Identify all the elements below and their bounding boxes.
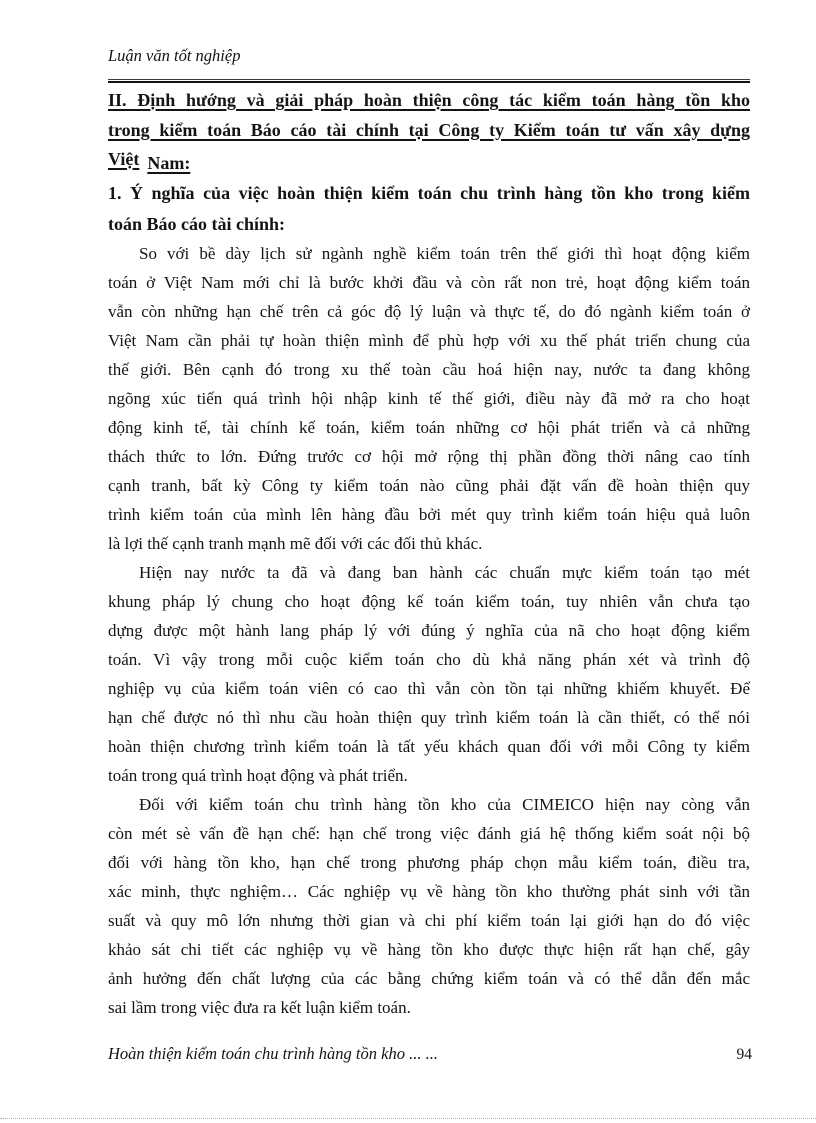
page-header — [108, 46, 750, 66]
section-heading-last-line — [108, 145, 750, 178]
text-line: cạnh tranh, bất kỳ Công ty kiểm toán nào cũng phải đặt vấn đề hoàn thiện quy — [108, 476, 750, 495]
text-line: toán trong quá trình hoạt động và phát triển. — [108, 766, 408, 785]
text-line: Đối với kiểm toán chu trình hàng tồn kho của CIMEICO hiện nay còng vẫn — [139, 795, 750, 814]
section-heading — [108, 86, 750, 145]
text-line: thế giới. Bên cạnh đó trong xu thế toàn cầu hoá hiện nay, nước ta đang không — [108, 360, 750, 379]
paragraph-2 — [108, 558, 750, 790]
text-line: là lợi thế cạnh tranh mạnh mẽ đối với các đối thủ khác. — [108, 534, 483, 553]
text-line: suất và quy mô lớn nhưng thời gian và chi phí kiểm toán lại giới hạn do đó việc — [108, 911, 750, 930]
header-rule — [108, 79, 750, 83]
text-line: ngõng xúc tiến quá trình hội nhập kinh tế thế giới, điều này đã mở ra cho hoạt — [108, 389, 750, 408]
text-line: ảnh hưởng đến chất lượng của các bằng chứng kiểm toán và có thể dẫn đến mắc — [108, 969, 750, 988]
text-line: II. Định hướng và giải pháp hoàn thiện công tác kiểm toán hàng tồn kho — [108, 90, 750, 110]
text-line: động kinh tế, tài chính kế toán, kiểm toán những cơ hội phát triển và cả những — [108, 418, 750, 437]
section-heading-word-1: Việt — [108, 149, 140, 169]
text-line: trình kiểm toán của mình lên hàng đầu bởi mét quy trình kiểm toán hiệu quả luôn — [108, 505, 750, 524]
section-heading-word-2: Nam: — [147, 153, 191, 173]
text-line: xác minh, thực nghiệm… Các nghiệp vụ về hàng tồn kho thường phát sinh với tần — [108, 882, 750, 901]
text-line: trong kiểm toán Báo cáo tài chính tại Công ty Kiểm toán tư vấn xây dựng — [108, 119, 750, 140]
paragraph-1 — [108, 239, 750, 558]
text-line: toán ở Việt Nam mới chỉ là bước khởi đầu và còn rất non trẻ, hoạt động kiểm toán — [108, 273, 750, 292]
text-line: 1. Ý nghĩa của việc hoàn thiện kiểm toán chu trình hàng tồn kho trong kiểm — [108, 183, 750, 203]
text-line: thách thức to lớn. Đứng trước cơ hội mở rộng thị phần đồng thời nâng cao tính — [108, 447, 750, 466]
text-line: khung pháp lý chung cho hoạt động kế toán kiểm toán, tuy nhiên vẫn chưa tạo — [108, 592, 750, 611]
page-number: 94 — [736, 1046, 752, 1063]
page-bottom-edge — [0, 1118, 816, 1119]
text-line: sai lầm trong việc đưa ra kết luận kiểm toán. — [108, 998, 411, 1017]
text-line: hạn chế được nó thì nhu cầu hoàn thiện quy trình kiểm toán là cần thiết, có thể nói — [108, 708, 750, 727]
text-line: còn mét sè vấn đề hạn chế: hạn chế trong việc đánh giá hệ thống kiểm soát nội bộ — [108, 824, 750, 843]
subsection-heading — [108, 178, 750, 239]
header-title: Luận văn tốt nghiệp — [108, 46, 241, 65]
text-line: Việt Nam cần phải tự hoàn thiện mình để phù hợp với xu thế phát triển chung của — [108, 331, 750, 350]
text-line: toán Báo cáo tài chính: — [108, 213, 286, 234]
text-line: nghiệp vụ của kiểm toán viên có cao thì vẫn còn tồn tại những khiếm khuyết. Để — [108, 679, 750, 698]
text-line: đối với hàng tồn kho, hạn chế trong phương pháp chọn mẫu kiểm toán, điều tra, — [108, 853, 750, 872]
text-line: vẫn còn những hạn chế trên cả góc độ lý luận và thực tế, do đó ngành kiểm toán ở — [108, 302, 750, 321]
text-line: Hiện nay nước ta đã và đang ban hành các chuẩn mực kiểm toán tạo mét — [139, 563, 750, 582]
page-footer — [108, 1044, 752, 1064]
text-line: So với bề dày lịch sử ngành nghề kiểm toán trên thế giới thì hoạt động kiểm — [139, 244, 750, 263]
text-line: khảo sát chi tiết các nghiệp vụ về hàng tồn kho được thực hiện rất hạn chế, gây — [108, 940, 750, 959]
text-line: hoàn thiện chương trình kiểm toán là tất yếu khách quan đối với mỗi Công ty kiểm — [108, 737, 750, 756]
text-line: toán. Vì vậy trong mỗi cuộc kiểm toán cho dù khả năng phán xét và trình độ — [108, 650, 750, 669]
paragraph-3 — [108, 790, 750, 1022]
footer-title: Hoàn thiện kiểm toán chu trình hàng tồn kho ... ... — [108, 1044, 438, 1063]
text-line: dựng được một hành lang pháp lý với đúng ý nghĩa của nã cho hoạt động kiểm — [108, 621, 750, 640]
